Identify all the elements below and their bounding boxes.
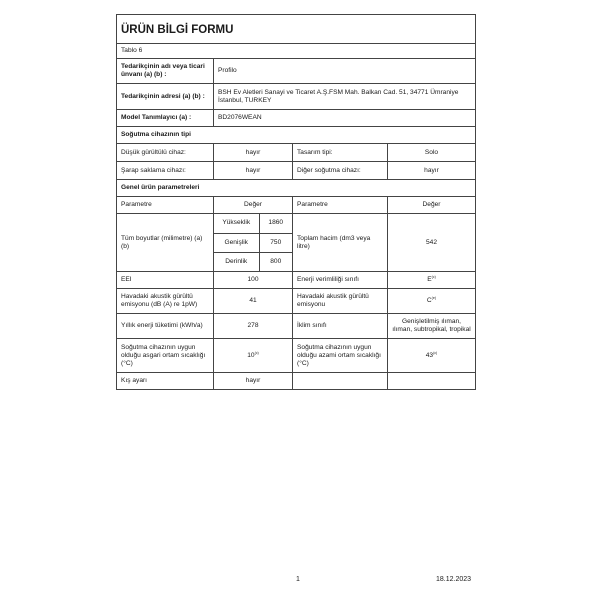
max-temp-value: 43: [425, 351, 434, 359]
eei-value: 100: [214, 272, 293, 289]
empty-cell-a: [293, 373, 388, 390]
eei-label: EEI: [117, 272, 214, 289]
noise-emission-value: 41: [214, 289, 293, 314]
model-label: Model Tanımlayıcı (a) :: [117, 110, 214, 127]
dim-width-value: 750: [259, 233, 292, 252]
dimensions-cell: [214, 214, 293, 272]
energy-class-cell: [388, 272, 476, 289]
low-noise-label: Düşük gürültülü cihaz:: [117, 144, 214, 162]
winter-setting-label: Kış ayarı: [117, 373, 214, 390]
supplier-name-value: Profilo: [214, 59, 476, 84]
dim-depth-value: 800: [259, 252, 292, 271]
dimensions-table: [214, 214, 292, 271]
value-header-left: Değer: [214, 197, 293, 214]
dim-width-label: Genişlik: [214, 233, 259, 252]
low-noise-value: hayır: [214, 144, 293, 162]
page-number: 1: [296, 576, 300, 583]
wine-storage-label: Şarap saklama cihazı:: [117, 162, 214, 180]
model-value: BD2076WEAN: [214, 110, 476, 127]
climate-class-label: İklim sınıfı: [293, 314, 388, 339]
general-params-heading: Genel ürün parametreleri: [117, 180, 476, 197]
table-ref: Tablo 6: [117, 44, 476, 59]
energy-class-value: E: [427, 276, 432, 283]
supplier-name-label: Tedarikçinin adı veya ticari ünvanı (a) (b) :: [117, 59, 214, 84]
product-info-form: [116, 14, 475, 390]
appliance-type-heading: Soğutma cihazının tipi: [117, 127, 476, 144]
max-temp-label: Soğutma cihazının uygun olduğu azami ortam sıcaklığı (°C): [293, 339, 388, 373]
noise-class-label: Havadaki akustik gürültü emisyonu: [293, 289, 388, 314]
dimensions-label: Tüm boyutlar (milimetre) (a) (b): [117, 214, 214, 272]
energy-class-label: Enerji verimliliği sınıfı: [293, 272, 388, 289]
dim-depth-label: Derinlik: [225, 257, 248, 265]
param-header-right: Parametre: [293, 197, 388, 214]
min-temp-label: Soğutma cihazının uygun olduğu asgari ortam sıcaklığı (°C): [117, 339, 214, 373]
climate-class-value: Genişletilmiş ılıman, ılıman, subtropikal, tropikal: [388, 314, 476, 339]
noise-class-footnote: (e): [431, 295, 437, 300]
dim-height-label: Yükseklik: [214, 214, 259, 233]
supplier-address-value: BSH Ev Aletleri Sanayi ve Ticaret A.Ş.FSM Mah. Balkan Cad. 51, 34771 Ümraniye İstanbul, TURKEY: [214, 84, 476, 110]
form-title: ÜRÜN BİLGİ FORMU: [117, 15, 476, 44]
design-type-value: Solo: [388, 144, 476, 162]
winter-setting-value: hayır: [214, 373, 293, 390]
max-temp-footnote: (c): [433, 350, 438, 355]
max-temp-cell: [388, 339, 476, 373]
annual-energy-label: Yıllık enerji tüketimi (kWh/a): [117, 314, 214, 339]
noise-class-cell: [388, 289, 476, 314]
min-temp-value: 10: [247, 351, 255, 359]
annual-energy-value: 278: [214, 314, 293, 339]
value-header-right: Değer: [388, 197, 476, 214]
param-header-left: Parametre: [117, 197, 214, 214]
wine-storage-value: hayır: [214, 162, 293, 180]
product-info-table: [116, 14, 476, 390]
total-volume-value: 542: [388, 214, 476, 272]
noise-class-value: C: [426, 297, 432, 304]
design-type-label: Tasarım tipi:: [293, 144, 388, 162]
total-volume-label: Toplam hacim (dm3 veya litre): [293, 214, 388, 272]
dim-height-value: 1860: [259, 214, 292, 233]
other-appliance-value: hayır: [388, 162, 476, 180]
other-appliance-label: Diğer soğutma cihazı:: [293, 162, 388, 180]
footer-date: 18.12.2023: [436, 576, 472, 583]
min-temp-footnote: (c): [254, 350, 259, 355]
empty-cell-b: [388, 373, 476, 390]
noise-emission-label: Havadaki akustik gürültü emisyonu (dB (A) re 1pW): [117, 289, 214, 314]
supplier-address-label: Tedarikçinin adresi (a) (b) :: [117, 84, 214, 110]
energy-class-footnote: (c): [431, 274, 436, 279]
min-temp-cell: [214, 339, 293, 373]
